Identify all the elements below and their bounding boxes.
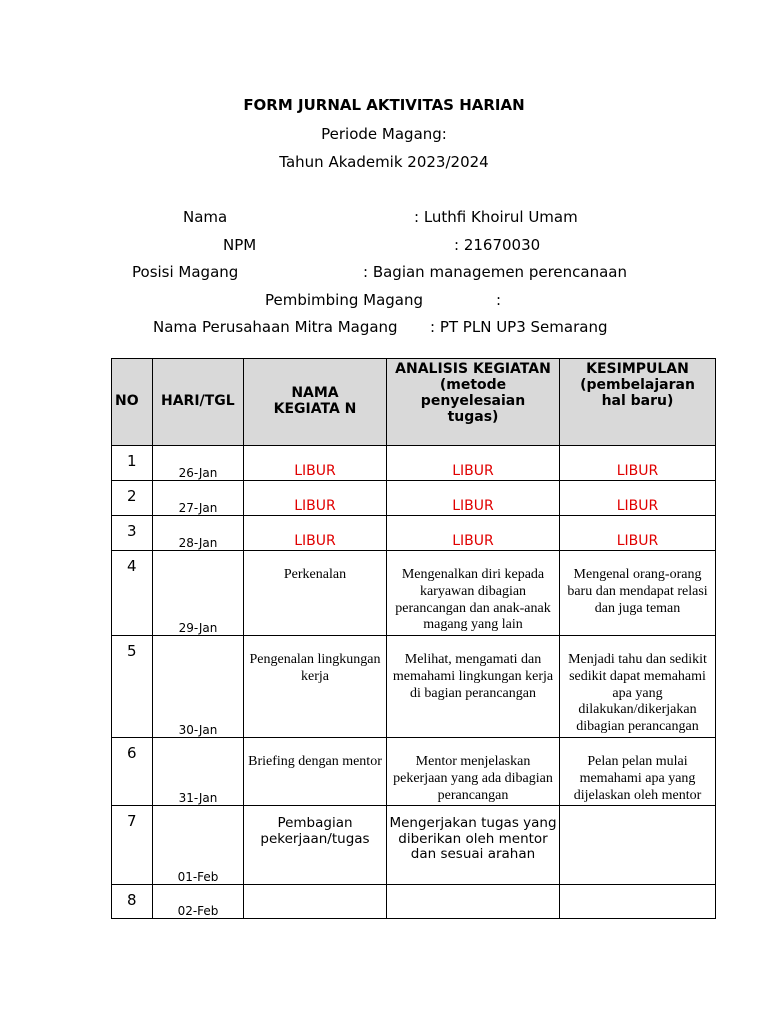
- company-value: : PT PLN UP3 Semarang: [430, 318, 608, 336]
- table-row: [112, 481, 716, 516]
- npm-label: NPM: [223, 236, 257, 254]
- supervisor-label: Pembimbing Magang: [265, 291, 424, 309]
- header-date: HARI/TGL: [153, 359, 244, 446]
- row-activity: Perkenalan: [283, 567, 347, 582]
- row-activity: LIBUR: [294, 533, 336, 549]
- row-conclusion: LIBUR: [616, 533, 659, 549]
- row-activity: Briefing dengan mentor: [248, 754, 382, 769]
- header-no: NO: [112, 359, 153, 446]
- row-activity: Pembagian pekerjaan/tugas: [260, 815, 370, 847]
- row-number: 1: [127, 452, 137, 470]
- row-conclusion: Mengenal orang-orang baru dan mendapat relasi dan juga teman: [567, 567, 708, 616]
- row-analysis: [387, 885, 559, 918]
- row-analysis: Mentor menjelaskan pekerjaan yang ada dibagian perancangan: [393, 754, 553, 803]
- row-date: 27-Jan: [178, 501, 218, 515]
- header-conclusion: KESIMPULAN (pembelajaran hal baru): [560, 359, 716, 446]
- row-conclusion: LIBUR: [616, 498, 659, 514]
- name-value: : Luthfi Khoirul Umam: [414, 208, 578, 226]
- row-number: 4: [127, 557, 137, 575]
- table-row: [112, 738, 716, 806]
- row-date: 26-Jan: [178, 466, 218, 480]
- row-activity: [244, 885, 386, 918]
- table-header-row: [112, 359, 716, 446]
- table-row: [112, 446, 716, 481]
- row-number: 6: [127, 744, 137, 762]
- row-analysis: Melihat, mengamati dan memahami lingkungan kerja di bagian perancangan: [392, 652, 554, 701]
- row-activity: LIBUR: [294, 498, 336, 514]
- supervisor-value: :: [496, 291, 502, 309]
- company-label: Nama Perusahaan Mitra Magang: [153, 318, 398, 336]
- row-number: 8: [127, 891, 137, 909]
- position-value: : Bagian managemen perencanaan: [363, 263, 627, 281]
- row-activity: Pengenalan lingkungan kerja: [249, 652, 381, 684]
- row-conclusion: Menjadi tahu dan sedikit sedikit dapat memahami apa yang dilakukan/dikerjakan dibagian perancangan: [568, 652, 707, 735]
- row-number: 5: [127, 642, 137, 660]
- row-analysis: LIBUR: [452, 463, 494, 479]
- position-label: Posisi Magang: [132, 263, 239, 281]
- row-analysis: Mengerjakan tugas yang diberikan oleh mentor dan sesuai arahan: [389, 815, 557, 863]
- header-activity: NAMA KEGIATA N: [244, 359, 387, 446]
- row-number: 7: [127, 812, 137, 830]
- row-number: 2: [127, 487, 137, 505]
- row-date: 29-Jan: [178, 621, 218, 635]
- row-date: 31-Jan: [178, 791, 218, 805]
- row-number: 3: [127, 522, 137, 540]
- row-analysis: Mengenalkan diri kepada karyawan dibagian perancangan dan anak-anak magang yang lain: [395, 567, 551, 633]
- row-activity: LIBUR: [294, 463, 336, 479]
- row-conclusion: LIBUR: [616, 463, 659, 479]
- table-row: [112, 516, 716, 551]
- academic-year: Tahun Akademik 2023/2024: [279, 153, 489, 171]
- row-conclusion: [560, 806, 715, 884]
- journal-table: [111, 358, 716, 919]
- table-row: [112, 636, 716, 738]
- header-analysis: ANALISIS KEGIATAN (metode penyelesaian tugas): [387, 359, 560, 446]
- row-conclusion: Pelan pelan mulai memahami apa yang dijelaskan oleh mentor: [573, 754, 702, 803]
- period-label: Periode Magang:: [321, 125, 447, 143]
- table-row: [112, 551, 716, 636]
- row-date: 30-Jan: [178, 723, 218, 737]
- row-analysis: LIBUR: [452, 533, 494, 549]
- npm-value: : 21670030: [454, 236, 541, 254]
- name-label: Nama: [183, 208, 228, 226]
- row-conclusion: [560, 885, 715, 918]
- table-row: [112, 806, 716, 885]
- row-date: 01-Feb: [177, 870, 219, 884]
- row-analysis: LIBUR: [452, 498, 494, 514]
- table-row: [112, 885, 716, 919]
- form-title: FORM JURNAL AKTIVITAS HARIAN: [243, 96, 525, 114]
- row-date: 28-Jan: [178, 536, 218, 550]
- row-date: 02-Feb: [177, 904, 219, 918]
